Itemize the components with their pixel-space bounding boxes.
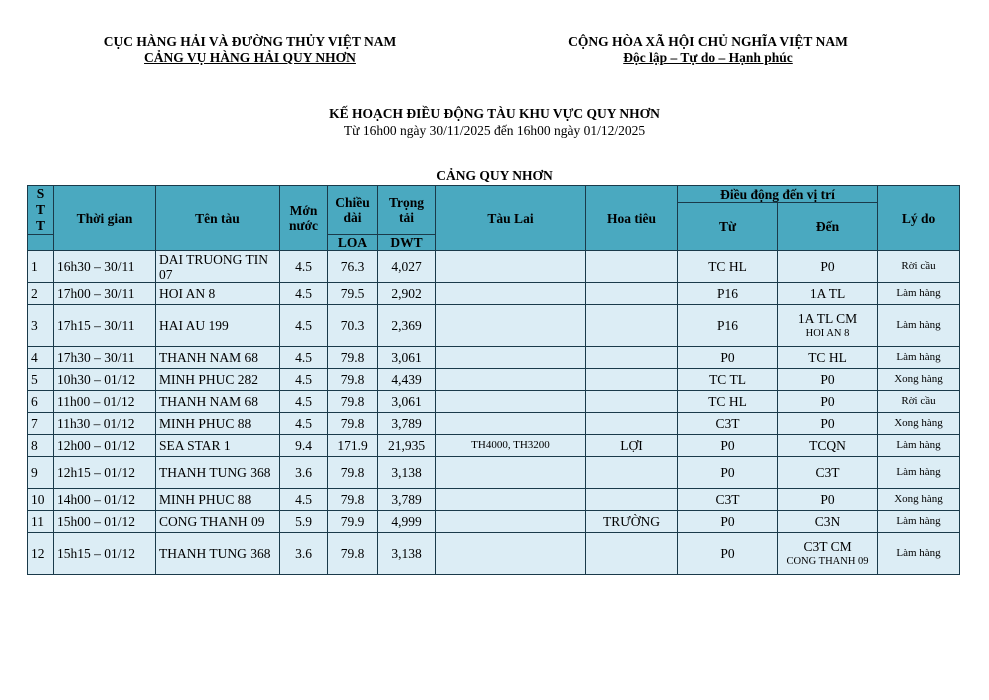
cell-to (778, 391, 878, 413)
cell-loa (328, 251, 378, 283)
cell-loa (328, 283, 378, 305)
cell-stt (28, 347, 54, 369)
cell-from-text: C3T (715, 416, 740, 431)
cell-dwt-text: 4,027 (391, 259, 422, 274)
cell-to (778, 347, 878, 369)
cell-pilot (586, 369, 678, 391)
cell-loa (328, 489, 378, 511)
cell-from-text: P0 (720, 514, 735, 529)
table-row (28, 489, 960, 511)
cell-reason (878, 305, 960, 347)
cell-ship-text: MINH PHUC 88 (159, 416, 252, 431)
cell-ship (156, 413, 280, 435)
cell-loa (328, 511, 378, 533)
cell-pilot (586, 251, 678, 283)
cell-from (678, 533, 778, 575)
table-row (28, 511, 960, 533)
cell-stt-text: 5 (31, 372, 38, 387)
cell-ship-text: HOI AN 8 (159, 286, 216, 301)
cell-loa-text: 79.8 (340, 350, 365, 365)
cell-ship (156, 435, 280, 457)
cell-reason (878, 283, 960, 305)
cell-draft (280, 251, 328, 283)
cell-stt (28, 511, 54, 533)
cell-stt (28, 391, 54, 413)
cell-from (678, 305, 778, 347)
cell-to-text: TC HL (808, 350, 847, 365)
cell-tug (436, 413, 586, 435)
cell-draft (280, 283, 328, 305)
cell-ship-text: MINH PHUC 88 (159, 492, 252, 507)
cell-dwt (378, 283, 436, 305)
cell-from-text: P0 (720, 438, 735, 453)
cell-from (678, 283, 778, 305)
cell-stt (28, 283, 54, 305)
cell-draft (280, 435, 328, 457)
table-row (28, 305, 960, 347)
cell-dwt-text: 3,789 (391, 492, 422, 507)
cell-from (678, 251, 778, 283)
cell-draft (280, 391, 328, 413)
cell-ship-text: SEA STAR 1 (159, 438, 231, 453)
cell-time-text: 12h00 – 01/12 (57, 438, 136, 453)
cell-dwt (378, 511, 436, 533)
cell-dwt-text: 3,789 (391, 416, 422, 431)
cell-ship (156, 489, 280, 511)
cell-draft-text: 3.6 (295, 465, 312, 480)
cell-reason-text: Làm hàng (896, 319, 941, 331)
cell-ship (156, 251, 280, 283)
header-pilot: Hoa tiêu (586, 186, 678, 251)
cell-draft-text: 9.4 (295, 438, 312, 453)
cell-loa (328, 305, 378, 347)
page-title: KẾ HOẠCH ĐIỀU ĐỘNG TÀU KHU VỰC QUY NHƠN (329, 106, 660, 121)
cell-draft-text: 3.6 (295, 546, 312, 561)
cell-ship-text: THANH TUNG 368 (159, 546, 271, 561)
header-tonnage: Trọng tải (378, 186, 436, 235)
cell-draft (280, 511, 328, 533)
cell-tug (436, 251, 586, 283)
cell-to-text: C3T CM (803, 538, 852, 554)
cell-from-text: TC HL (708, 394, 747, 409)
cell-draft (280, 489, 328, 511)
cell-time-text: 16h30 – 30/11 (57, 259, 135, 274)
cell-stt (28, 369, 54, 391)
cell-ship (156, 369, 280, 391)
agency-name: CỤC HÀNG HẢI VÀ ĐƯỜNG THỦY VIỆT NAM (103, 34, 397, 49)
cell-pilot (586, 533, 678, 575)
cell-reason-text: Làm hàng (896, 515, 941, 527)
cell-time (54, 251, 156, 283)
header-stt-blank (28, 235, 54, 251)
cell-loa-text: 79.8 (340, 372, 365, 387)
cell-time-text: 11h30 – 01/12 (57, 416, 135, 431)
cell-reason-text: Xong hàng (894, 493, 943, 505)
cell-to-text: P0 (820, 394, 835, 409)
cell-ship-text: HAI AU 199 (159, 318, 229, 333)
cell-loa (328, 369, 378, 391)
cell-dwt (378, 251, 436, 283)
cell-reason (878, 533, 960, 575)
cell-dwt-text: 4,439 (391, 372, 422, 387)
cell-loa-text: 79.9 (340, 514, 365, 529)
cell-reason-text: Làm hàng (896, 547, 941, 559)
cell-ship-text: CONG THANH 09 (159, 514, 265, 529)
cell-draft (280, 413, 328, 435)
cell-dwt (378, 489, 436, 511)
cell-loa (328, 391, 378, 413)
cell-stt (28, 251, 54, 283)
cell-draft (280, 305, 328, 347)
cell-reason-text: Làm hàng (896, 287, 941, 299)
header-length-unit: LOA (328, 235, 378, 251)
cell-ship (156, 533, 280, 575)
cell-ship (156, 283, 280, 305)
cell-ship (156, 347, 280, 369)
cell-dwt (378, 413, 436, 435)
table-row (28, 283, 960, 305)
cell-to-text: P0 (820, 492, 835, 507)
cell-stt-text: 10 (31, 492, 45, 507)
cell-draft (280, 457, 328, 489)
header-length: Chiều dài (328, 186, 378, 235)
cell-reason-text: Xong hàng (894, 417, 943, 429)
header-reason: Lý do (878, 186, 960, 251)
cell-from (678, 391, 778, 413)
country-name: CỘNG HÒA XÃ HỘI CHỦ NGHĨA VIỆT NAM (568, 34, 848, 49)
cell-loa (328, 413, 378, 435)
cell-pilot-text: TRƯỜNG (603, 514, 660, 529)
cell-stt-text: 1 (31, 259, 38, 274)
cell-to-text: TCQN (809, 438, 846, 453)
cell-time-text: 11h00 – 01/12 (57, 394, 135, 409)
cell-ship (156, 511, 280, 533)
cell-loa (328, 347, 378, 369)
cell-dwt (378, 435, 436, 457)
cell-from-text: P16 (716, 286, 738, 301)
subtitle-text: Từ 16h00 ngày 30/11/2025 đến 16h00 ngày 01/12/2025 (343, 123, 646, 138)
cell-stt (28, 435, 54, 457)
cell-pilot (586, 283, 678, 305)
table-row (28, 533, 960, 575)
cell-draft-text: 4.5 (295, 492, 312, 507)
cell-loa-text: 79.8 (340, 416, 365, 431)
cell-stt-text: 9 (31, 465, 38, 480)
cell-draft-text: 4.5 (295, 372, 312, 387)
cell-from-text: P16 (716, 318, 738, 333)
header-draft: Mớn nước (280, 186, 328, 251)
cell-stt-text: 7 (31, 416, 38, 431)
cell-to-text: 1A TL CM (797, 310, 858, 326)
cell-reason-text: Xong hàng (894, 373, 943, 385)
cell-time (54, 305, 156, 347)
cell-stt (28, 457, 54, 489)
cell-dwt (378, 369, 436, 391)
cell-from-text: C3T (715, 492, 740, 507)
cell-dwt-text: 4,999 (391, 514, 422, 529)
header-from: Từ (678, 203, 778, 251)
cell-time (54, 283, 156, 305)
cell-reason (878, 457, 960, 489)
cell-stt (28, 489, 54, 511)
cell-pilot-text: LỢI (620, 438, 643, 453)
cell-stt-text: 6 (31, 394, 38, 409)
cell-to (778, 435, 878, 457)
cell-ship-text: THANH TUNG 368 (159, 465, 271, 480)
cell-loa-text: 171.9 (337, 438, 368, 453)
cell-to (778, 489, 878, 511)
cell-tug (436, 391, 586, 413)
cell-dwt-text: 2,369 (391, 318, 422, 333)
cell-draft (280, 369, 328, 391)
cell-from-text: P0 (720, 350, 735, 365)
cell-to (778, 511, 878, 533)
cell-stt-text: 8 (31, 438, 38, 453)
cell-from (678, 457, 778, 489)
cell-draft-text: 4.5 (295, 259, 312, 274)
cell-dwt-text: 3,061 (391, 350, 422, 365)
port-authority-name: CẢNG VỤ HÀNG HẢI QUY NHƠN (144, 50, 356, 65)
cell-stt-text: 12 (31, 546, 45, 561)
cell-pilot (586, 347, 678, 369)
cell-to-sub-text: CONG THANH 09 (786, 555, 869, 567)
cell-to (778, 533, 878, 575)
cell-reason-text: Làm hàng (896, 439, 941, 451)
cell-to-text: 1A TL (809, 286, 846, 301)
table-row (28, 347, 960, 369)
cell-loa (328, 457, 378, 489)
cell-time (54, 413, 156, 435)
cell-time (54, 489, 156, 511)
cell-stt-text: 3 (31, 318, 38, 333)
cell-pilot (586, 457, 678, 489)
cell-stt-text: 11 (31, 514, 44, 529)
cell-tug (436, 305, 586, 347)
cell-tug (436, 533, 586, 575)
cell-stt (28, 305, 54, 347)
header-tonnage-unit: DWT (378, 235, 436, 251)
cell-draft-text: 4.5 (295, 350, 312, 365)
cell-time (54, 391, 156, 413)
cell-to-text: C3N (814, 514, 841, 529)
cell-from (678, 369, 778, 391)
cell-pilot (586, 489, 678, 511)
cell-dwt-text: 3,061 (391, 394, 422, 409)
cell-pilot (586, 305, 678, 347)
cell-tug (436, 369, 586, 391)
cell-time (54, 435, 156, 457)
table-row (28, 435, 960, 457)
cell-to (778, 283, 878, 305)
cell-time (54, 347, 156, 369)
cell-pilot (586, 435, 678, 457)
cell-time-text: 14h00 – 01/12 (57, 492, 136, 507)
cell-reason (878, 435, 960, 457)
cell-reason (878, 251, 960, 283)
cell-loa-text: 79.8 (340, 394, 365, 409)
header-ship: Tên tàu (156, 186, 280, 251)
cell-stt-text: 2 (31, 286, 38, 301)
cell-dwt-text: 3,138 (391, 465, 422, 480)
cell-time (54, 533, 156, 575)
cell-to (778, 251, 878, 283)
cell-pilot (586, 391, 678, 413)
cell-reason-text: Rời cầu (901, 395, 936, 407)
cell-to (778, 457, 878, 489)
cell-ship-text: MINH PHUC 282 (159, 372, 259, 387)
cell-dwt-text: 2,902 (391, 286, 422, 301)
header-time: Thời gian (54, 186, 156, 251)
cell-from (678, 489, 778, 511)
cell-tug (436, 489, 586, 511)
ship-movement-table (27, 185, 960, 575)
table-row (28, 457, 960, 489)
cell-ship (156, 305, 280, 347)
cell-tug-text: TH4000, TH3200 (471, 439, 550, 451)
cell-tug (436, 347, 586, 369)
cell-to-text: P0 (820, 372, 835, 387)
national-motto: Độc lập – Tự do – Hạnh phúc (623, 50, 793, 65)
cell-loa-text: 79.5 (340, 286, 365, 301)
cell-from (678, 435, 778, 457)
cell-reason-text: Rời cầu (901, 260, 936, 272)
cell-ship-text: THANH NAM 68 (159, 394, 258, 409)
cell-reason (878, 369, 960, 391)
cell-time (54, 457, 156, 489)
cell-from (678, 347, 778, 369)
cell-draft-text: 4.5 (295, 318, 312, 333)
cell-reason (878, 511, 960, 533)
cell-draft-text: 4.5 (295, 394, 312, 409)
cell-draft (280, 533, 328, 575)
port-name: CẢNG QUY NHƠN (436, 168, 553, 183)
table-row (28, 251, 960, 283)
cell-tug (436, 511, 586, 533)
cell-ship (156, 457, 280, 489)
cell-time (54, 369, 156, 391)
cell-ship (156, 391, 280, 413)
agency-header (60, 34, 440, 66)
cell-loa-text: 70.3 (340, 318, 365, 333)
header-to: Đến (778, 203, 878, 251)
page-subtitle (0, 123, 989, 139)
cell-time-text: 15h15 – 01/12 (57, 546, 136, 561)
cell-tug (436, 457, 586, 489)
cell-from-text: TC HL (708, 259, 747, 274)
cell-loa-text: 76.3 (340, 259, 365, 274)
cell-time-text: 17h30 – 30/11 (57, 350, 135, 365)
cell-pilot (586, 511, 678, 533)
cell-reason (878, 391, 960, 413)
cell-to-text: C3T (815, 465, 840, 480)
cell-tug (436, 283, 586, 305)
header-stt: S T T (28, 186, 54, 235)
cell-from-text: P0 (720, 546, 735, 561)
cell-dwt-text: 3,138 (391, 546, 422, 561)
cell-time-text: 12h15 – 01/12 (57, 465, 136, 480)
cell-to-text: P0 (820, 416, 835, 431)
cell-to (778, 369, 878, 391)
cell-to (778, 305, 878, 347)
cell-to (778, 413, 878, 435)
cell-reason (878, 347, 960, 369)
cell-loa-text: 79.8 (340, 546, 365, 561)
cell-to-sub-text: HOI AN 8 (805, 327, 850, 339)
cell-reason (878, 489, 960, 511)
cell-tug (436, 435, 586, 457)
cell-loa (328, 533, 378, 575)
cell-draft (280, 347, 328, 369)
cell-loa-text: 79.8 (340, 492, 365, 507)
cell-loa-text: 79.8 (340, 465, 365, 480)
cell-time-text: 17h15 – 30/11 (57, 318, 135, 333)
cell-dwt (378, 457, 436, 489)
table-row (28, 369, 960, 391)
cell-ship-text: DAI TRUONG TIN 07 (159, 251, 268, 282)
cell-dwt (378, 533, 436, 575)
cell-stt-text: 4 (31, 350, 38, 365)
header-tug: Tàu Lai (436, 186, 586, 251)
header-move: Điều động đến vị trí (678, 186, 878, 203)
table-row (28, 391, 960, 413)
cell-dwt-text: 21,935 (387, 438, 426, 453)
cell-time-text: 15h00 – 01/12 (57, 514, 136, 529)
cell-loa (328, 435, 378, 457)
cell-draft-text: 5.9 (295, 514, 312, 529)
cell-draft-text: 4.5 (295, 416, 312, 431)
table-row (28, 413, 960, 435)
cell-dwt (378, 391, 436, 413)
cell-from-text: P0 (720, 465, 735, 480)
cell-reason-text: Làm hàng (896, 351, 941, 363)
cell-time-text: 17h00 – 30/11 (57, 286, 135, 301)
cell-from (678, 413, 778, 435)
cell-dwt (378, 305, 436, 347)
cell-stt (28, 413, 54, 435)
cell-pilot (586, 413, 678, 435)
cell-draft-text: 4.5 (295, 286, 312, 301)
cell-from (678, 511, 778, 533)
cell-time-text: 10h30 – 01/12 (57, 372, 136, 387)
cell-dwt (378, 347, 436, 369)
national-header (508, 34, 908, 66)
cell-reason-text: Làm hàng (896, 466, 941, 478)
cell-ship-text: THANH NAM 68 (159, 350, 258, 365)
cell-time (54, 511, 156, 533)
cell-from-text: TC TL (709, 372, 746, 387)
cell-to-text: P0 (820, 259, 835, 274)
cell-reason (878, 413, 960, 435)
cell-stt (28, 533, 54, 575)
